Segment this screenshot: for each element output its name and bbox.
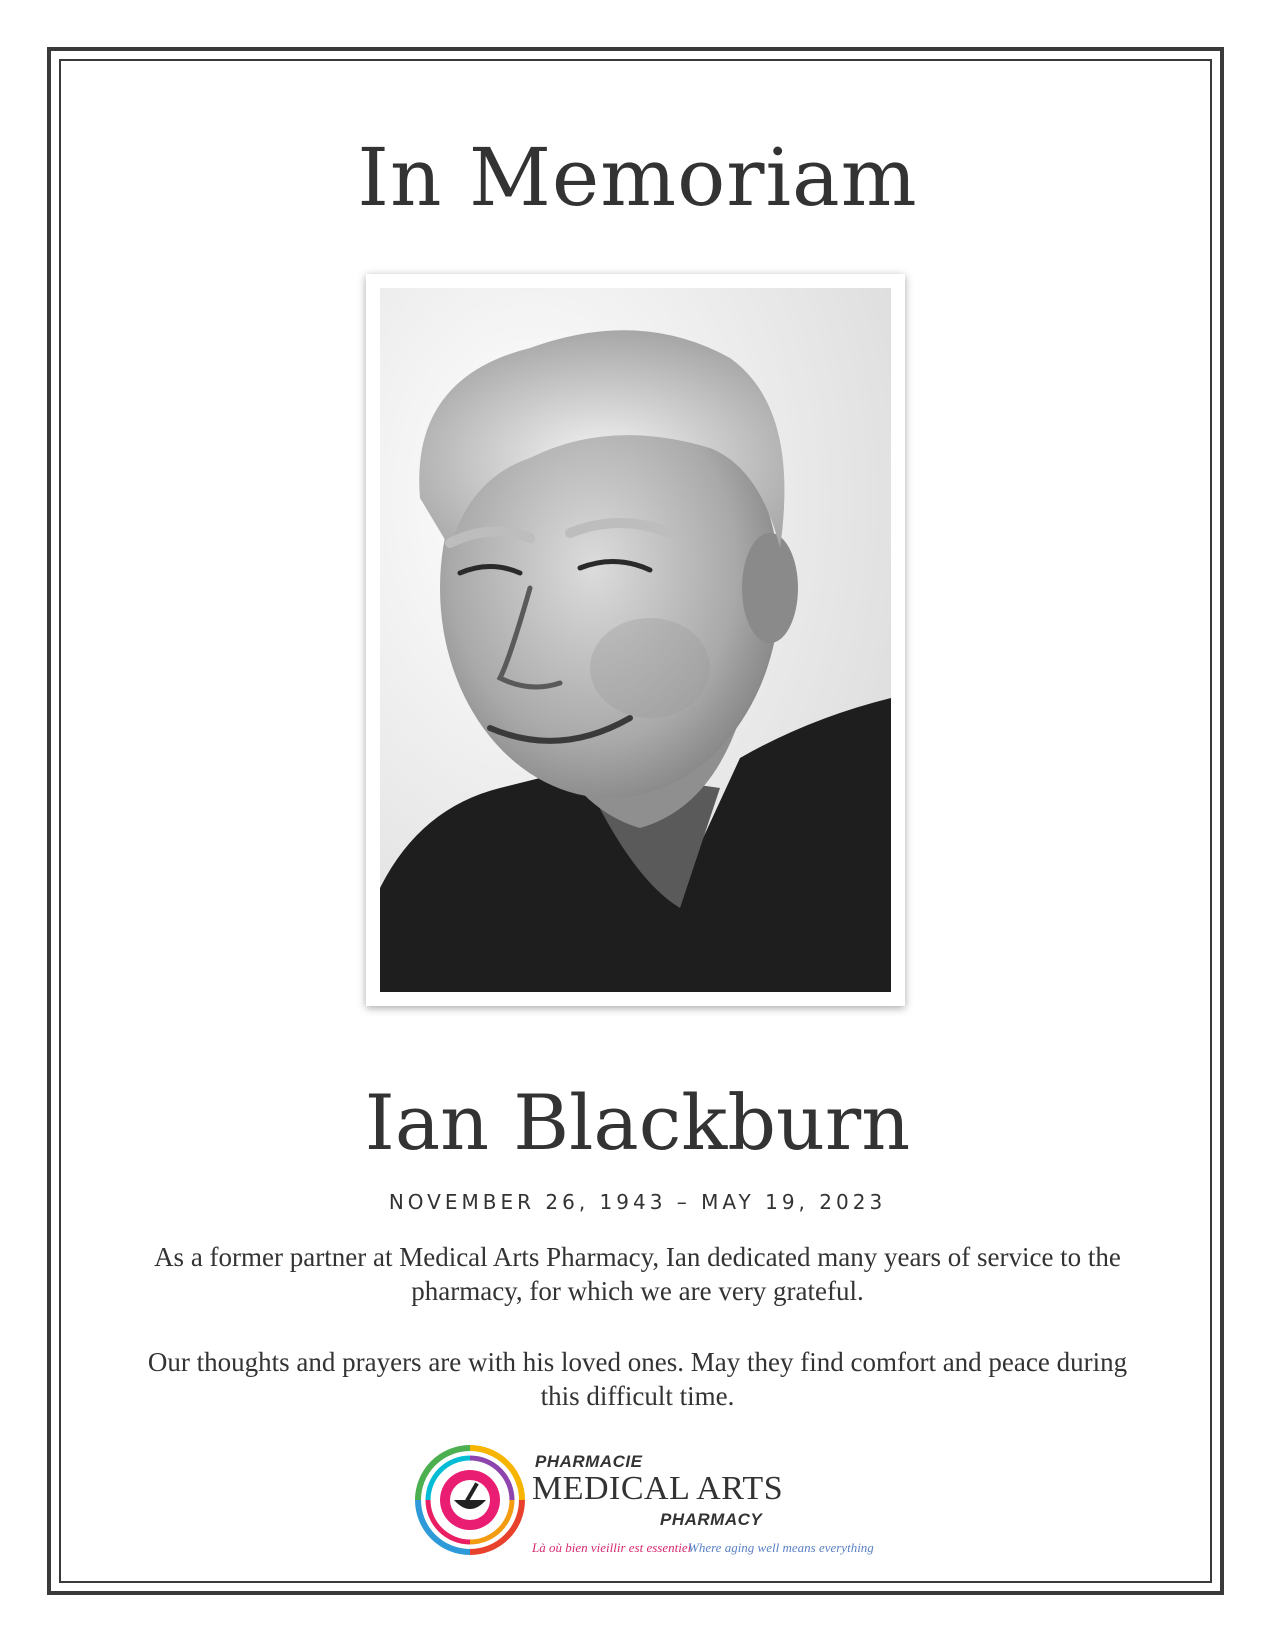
portrait-illustration [380,288,891,992]
mortar-pestle-logo-icon [410,1440,530,1560]
logo-tagline-en: Where aging well means everything [688,1540,874,1555]
logo-text-pharmacy: PHARMACY [660,1510,763,1529]
photo-card [366,274,905,1006]
logo-tagline-fr: Là où bien vieillir est essentiel [532,1540,692,1555]
page-title: In Memoriam [357,131,918,224]
deceased-name: Ian Blackburn [364,1078,911,1167]
logo-text-pharmacie: PHARMACIE [535,1452,643,1471]
condolence-paragraph: Our thoughts and prayers are with his loved ones. May they find comfort and peace during this difficult time. [147,1347,1128,1411]
life-dates: NOVEMBER 26, 1943 – MAY 19, 2023 [388,1190,887,1214]
portrait-photo [380,288,891,992]
logo-text-medical-arts: MEDICAL ARTS [532,1470,784,1507]
pharmacy-logo [410,1440,890,1570]
tribute-paragraph: As a former partner at Medical Arts Pharmacy, Ian dedicated many years of service to the pharmacy, for which we are very grateful. [154,1242,1121,1306]
